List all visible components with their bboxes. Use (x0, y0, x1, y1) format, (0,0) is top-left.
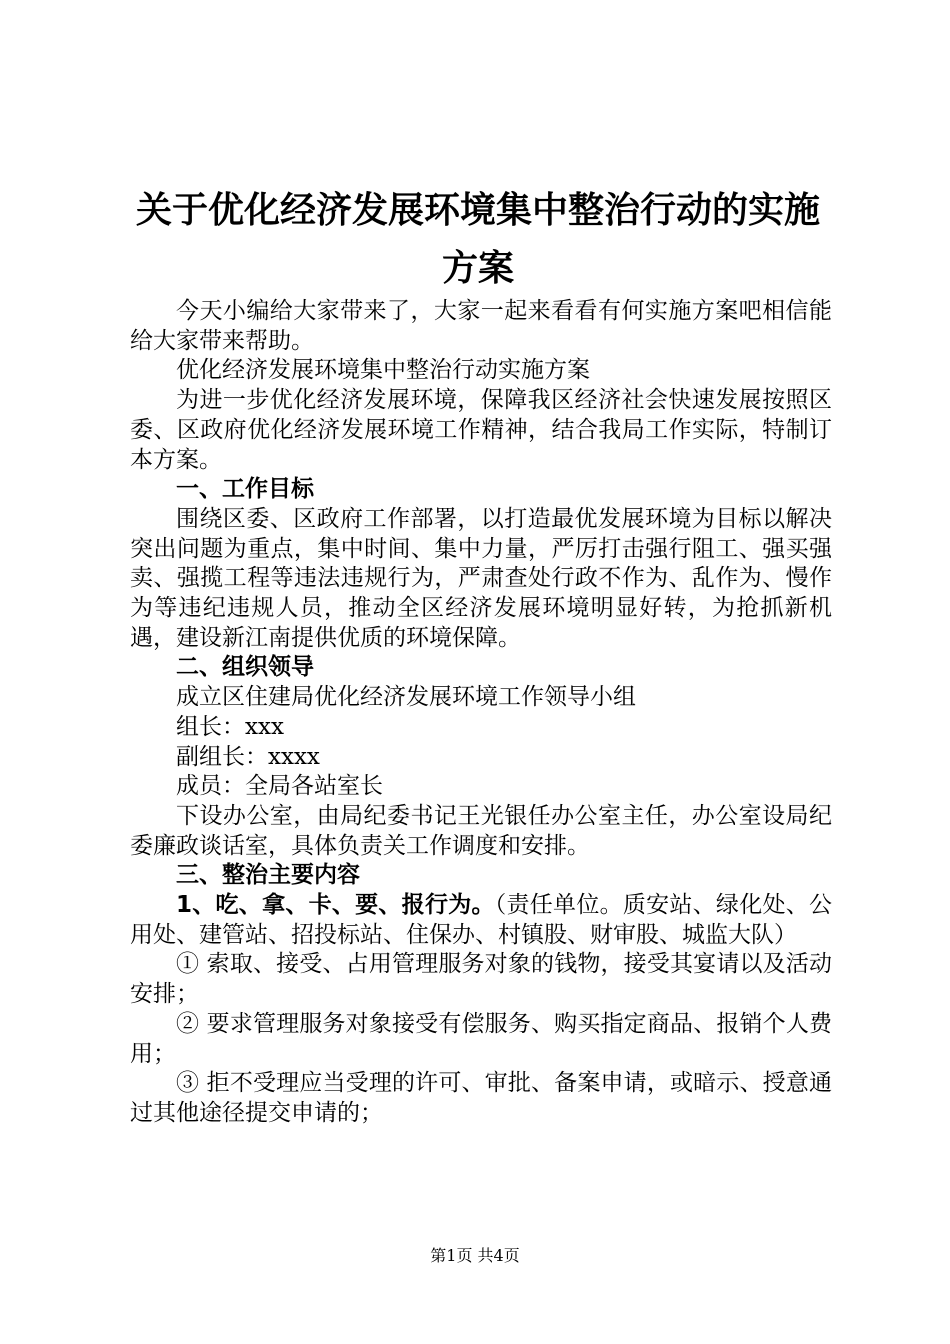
section-heading-goals: 一、工作目标 (176, 476, 314, 503)
item-1-title: 1、吃、拿、卡、要、报行为。 (176, 892, 495, 919)
members-line: 成员：全局各站室长 (176, 773, 383, 800)
section-heading-content: 三、整治主要内容 (176, 862, 360, 889)
item-1-a: ① 索取、接受、占用管理服务对象的钱物，接受其宴请以及活动安排； (130, 951, 832, 1008)
document-body (130, 297, 832, 1129)
item-1-b: ② 要求管理服务对象接受有偿服务、购买指定商品、报销个人费用； (130, 1010, 832, 1067)
leadership-group-line: 成立区住建局优化经济发展环境工作领导小组 (176, 684, 636, 711)
deputy-leader-line: 副组长：xxxx (176, 743, 320, 770)
section-heading-organization: 二、组织领导 (176, 654, 314, 681)
page-footer: 第1页 共4页 (430, 1246, 520, 1265)
item-1-units: （责任单位。质安站、绿化处、公用处、建管站、招投标站、住保办、村镇股、财审股、城监大队） (130, 892, 832, 948)
group-leader-line: 组长：xxx (176, 713, 284, 740)
item-1-paragraph (130, 891, 832, 950)
office-paragraph: 下设办公室，由局纪委书记王光银任办公室主任，办公室设局纪委廉政谈话室，具体负责关工作调度和安排。 (130, 802, 832, 859)
preamble-paragraph: 为进一步优化经济发展环境，保障我区经济社会快速发展按照区委、区政府优化经济发展环境工作精神，结合我局工作实际，特制订本方案。 (130, 387, 832, 473)
document-title: 关于优化经济发展环境集中整治行动的实施方案 (135, 190, 820, 289)
goals-paragraph: 围绕区委、区政府工作部署，以打造最优发展环境为目标以解决突出问题为重点，集中时间、集中力量，严厉打击强行阻工、强买强卖、强揽工程等违法违规行为，严肃查处行政不作为、乱作为、慢作为等违纪违规人员，推动全区经济发展环境明显好转，为抢抓新机遇，建设新江南提供优质的环境保障。 (130, 505, 832, 651)
intro-paragraph: 今天小编给大家带来了，大家一起来看看有何实施方案吧相信能给大家带来帮助。 (130, 298, 832, 354)
plan-subtitle: 优化经济发展环境集中整治行动实施方案 (176, 357, 590, 384)
item-1-c: ③ 拒不受理应当受理的许可、审批、备案申请，或暗示、授意通过其他途径提交申请的； (130, 1070, 832, 1126)
